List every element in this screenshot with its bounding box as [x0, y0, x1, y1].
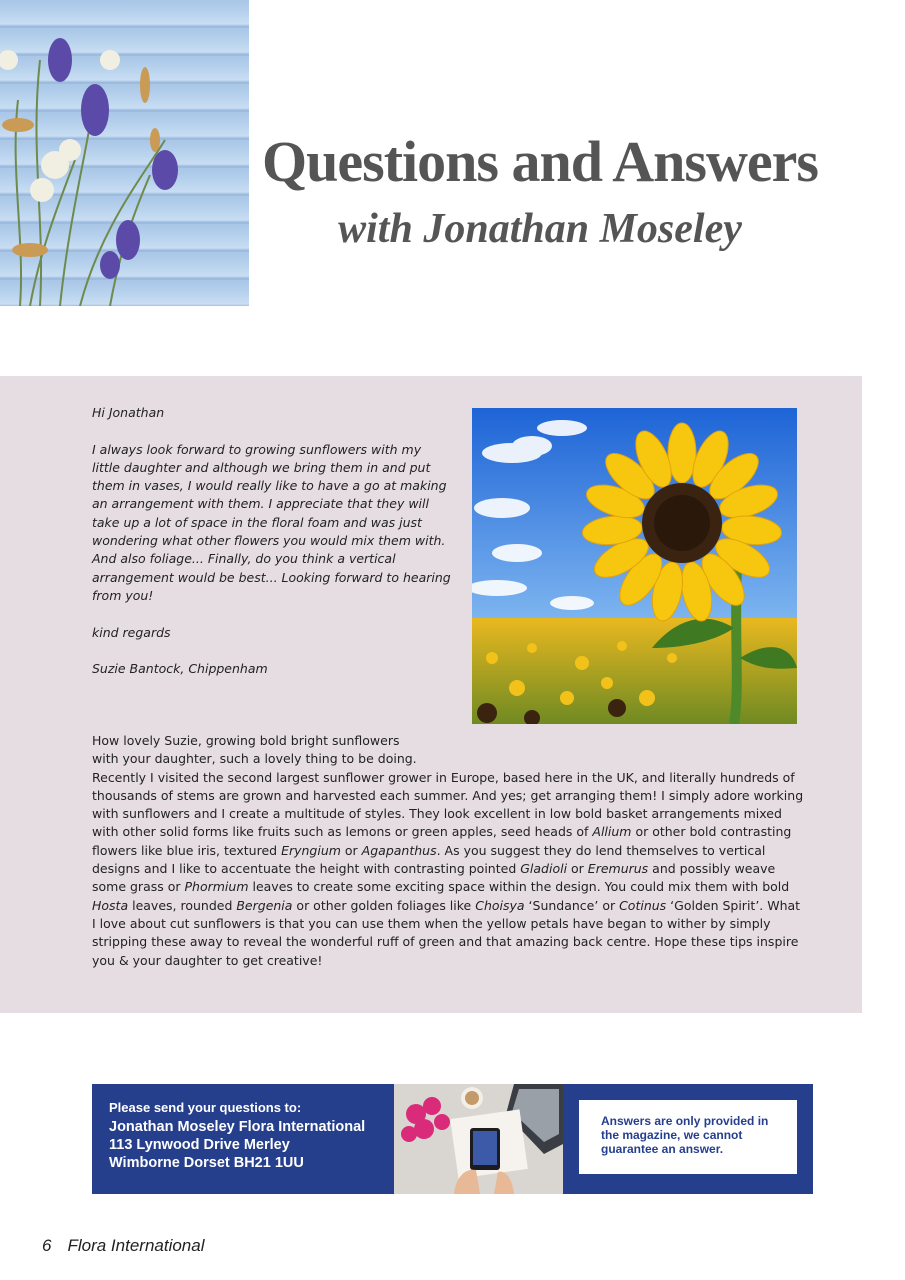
- page-title: Questions and Answers: [262, 129, 818, 194]
- page-subtitle: with Jonathan Moseley: [338, 206, 742, 252]
- publication-name: Flora International: [67, 1236, 205, 1255]
- qa-panel: [0, 376, 862, 1013]
- letter-body: I always look forward to growing sunflowers with my little daughter and although we bring them in and put them in vases, I would really like to have a go at making an arrangement with them. I appreciate that they will take up a lot of space in the floral foam and was just wondering what other flowers you would mix them with. And also foliage... Finally, do you think a vertical arrangement would be best... Looking forward to hearing from you!: [92, 441, 451, 603]
- expert-answer: [92, 732, 804, 970]
- address-line: 113 Lynwood Drive Merley: [109, 1137, 290, 1153]
- desk-photo: [394, 1084, 563, 1194]
- submission-address: [109, 1100, 365, 1172]
- page-number: 6: [42, 1236, 52, 1255]
- header-flower-image: [0, 0, 249, 306]
- letter-signoff: kind regards: [92, 624, 171, 640]
- letter-signature: Suzie Bantock, Chippenham: [92, 661, 268, 677]
- page-footer: [42, 1236, 221, 1256]
- address-line: Jonathan Moseley Flora International: [109, 1119, 366, 1135]
- sunflower-photo: [472, 408, 797, 724]
- letter-greeting: Hi Jonathan: [92, 405, 165, 420]
- submission-lead: Please send your questions to:: [109, 1100, 302, 1115]
- notice-text: Answers are only provided in the magazine, we cannot guarantee an answer.: [601, 1114, 769, 1156]
- notice-box: [579, 1100, 797, 1174]
- address-line: Wimborne Dorset BH21 1UU: [109, 1155, 304, 1171]
- submission-banner: [92, 1084, 813, 1194]
- reader-letter: [92, 404, 452, 697]
- answer-body: Recently I visited the second largest sunflower grower in Europe, based here in the UK, and literally hundreds of thousands of stems are grown and harvested each summer. And yes; get arranging them! I simply adore working with sunflowers and I create a multitude of styles. They look excellent in low bold basket arrangements mixed with other solid forms like fruits such as lemons or green apples, seed heads of Allium or other bold contrasting flowers like blue iris, textured Eryngium or Agapanthus. As you suggest they do lend themselves to vertical designs and I like to accentuate the height with contrasting pointed Gladioli or Eremurus and possibly weave some grass or Phormium leaves to create some exciting space within the design. You could mix them with bold Hosta leaves, rounded Bergenia or other golden foliages like Choisya ‘Sundance’ or Cotinus ‘Golden Spirit’. What I love about cut sunflowers is that you can use them when the yellow petals have began to wither by simply stripping these away to reveal the wonderful ruff of green and that amazing back centre. Hope these tips inspire you & your daughter to get creative!: [92, 769, 804, 968]
- answer-intro: How lovely Suzie, growing bold bright sunflowers with your daughter, such a lovely thing to be doing.: [92, 733, 417, 767]
